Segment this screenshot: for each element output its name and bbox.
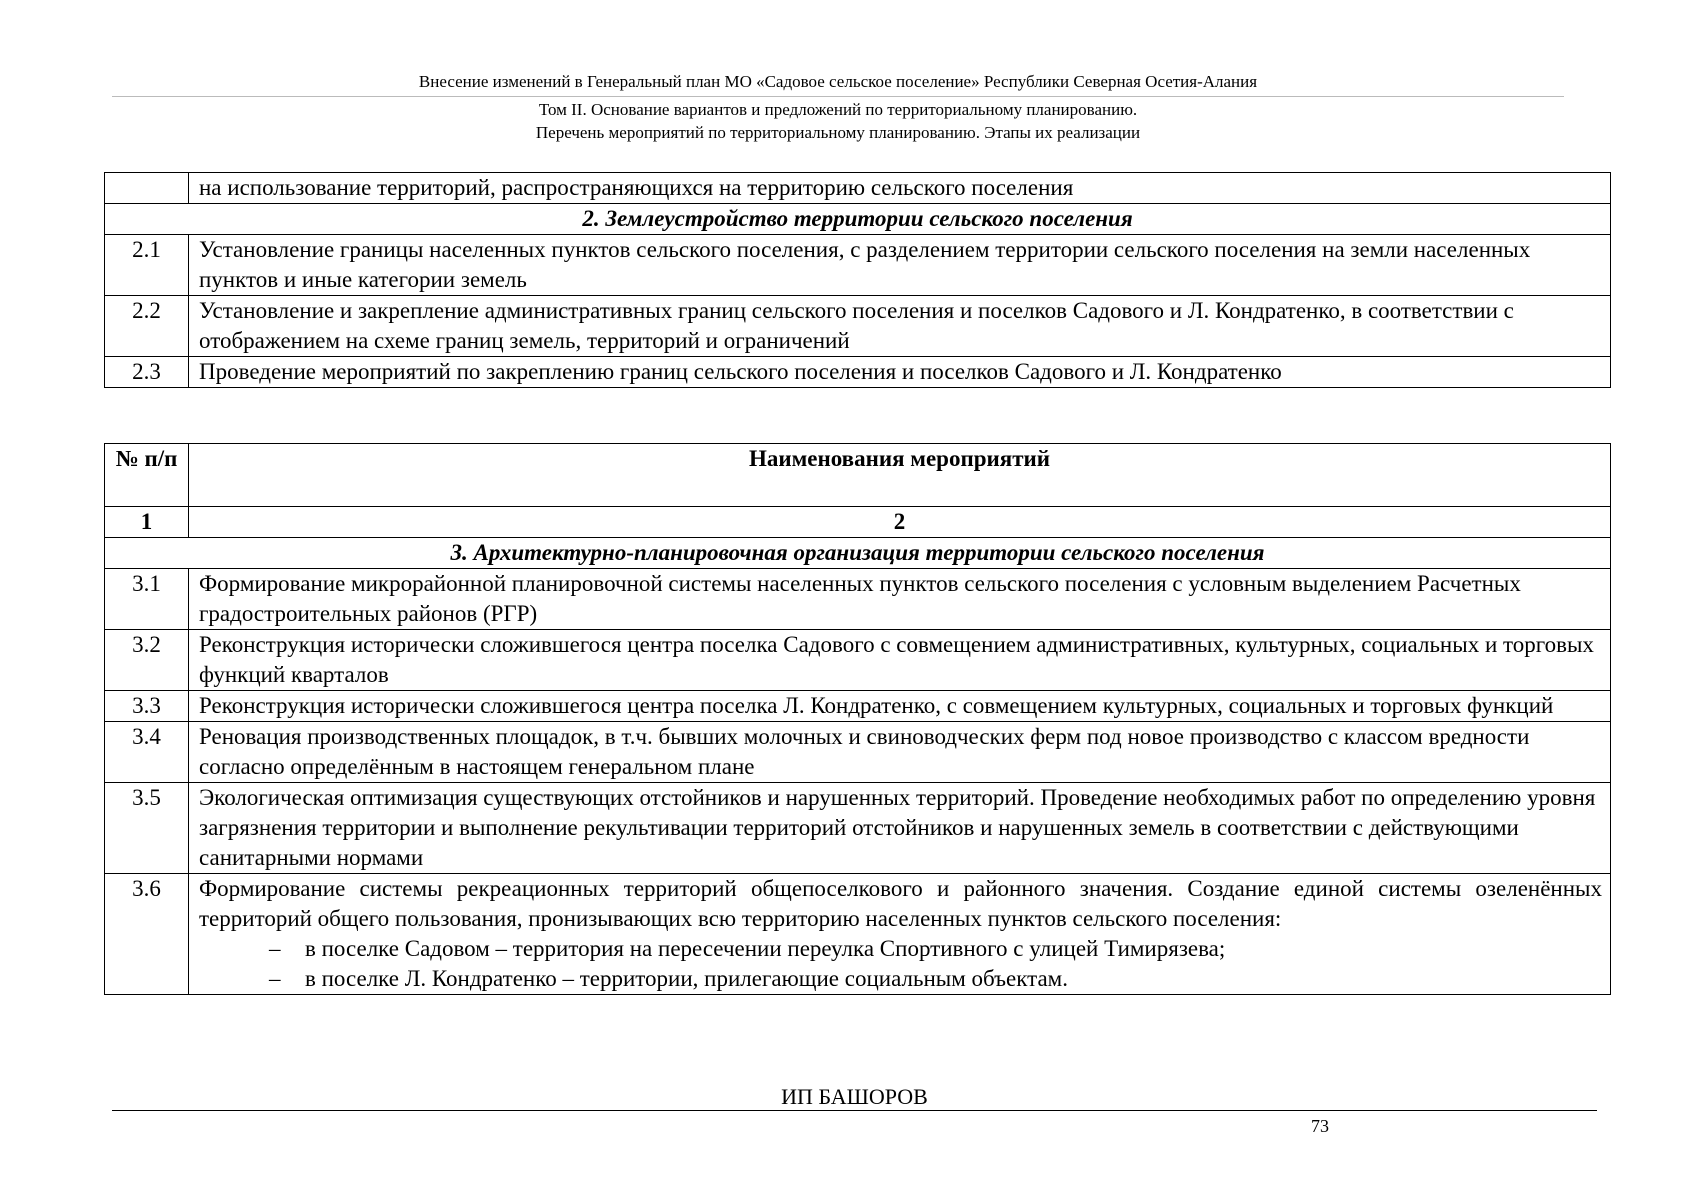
document-header-title: Внесение изменений в Генеральный план МО «Садовое сельское поселение» Республики Северная Осетия-Алания <box>418 72 1258 91</box>
column-index-1: 1 <box>105 507 189 538</box>
column-header-number: № п/п <box>105 444 189 507</box>
row-text: Формирование системы рекреационных территорий общепоселкового и районного значения. Создание единой системы озеленённых территорий общего пользования, пронизывающих всю территорию населенных пунктов сельского поселения: <box>199 876 1602 931</box>
row-number-cell: 3.2 <box>105 630 189 691</box>
document-header-subtitle: Перечень мероприятий по территориальному планированию. Этапы их реализации <box>535 123 1141 142</box>
row-text-cell: Установление и закрепление административных границ сельского поселения и поселков Садового и Л. Кондратенко, в соответствии с отображением на схеме границ земель, территорий и ограничений <box>189 296 1611 357</box>
row-number-cell: 3.6 <box>105 874 189 995</box>
table-row <box>105 357 1611 388</box>
row-number-cell <box>105 173 189 204</box>
measures-table-continued <box>104 172 1611 388</box>
footer-divider <box>112 1110 1597 1111</box>
list-item <box>269 934 1602 964</box>
column-index-2: 2 <box>189 507 1611 538</box>
table-row <box>105 173 1611 204</box>
row-text-cell: Экологическая оптимизация существующих отстойников и нарушенных территорий. Проведение необходимых работ по определению уровня загрязнения территории и выполнение рекультивации территорий отстойников и нарушенных земель в соответствии с действующими санитарными нормами <box>189 783 1611 874</box>
row-text-cell: Установление границы населенных пунктов сельского поселения, с разделением территории сельского поселения на земли населенных пунктов и иные категории земель <box>189 235 1611 296</box>
section-row <box>105 204 1611 235</box>
section-heading: 2. Землеустройство территории сельского поселения <box>105 204 1611 235</box>
table-row <box>105 691 1611 722</box>
row-number-cell: 2.1 <box>105 235 189 296</box>
column-index-row <box>105 507 1611 538</box>
table-row <box>105 569 1611 630</box>
row-text-cell: Реконструкция исторически сложившегося центра поселка Л. Кондратенко, с совмещением культурных, социальных и торговых функций <box>189 691 1611 722</box>
measures-table <box>104 443 1611 995</box>
table-row <box>105 235 1611 296</box>
table-row <box>105 722 1611 783</box>
table-row <box>105 296 1611 357</box>
row-text-cell: Реконструкция исторически сложившегося центра поселка Садового с совмещением административных, культурных, социальных и торговых функций кварталов <box>189 630 1611 691</box>
table-row <box>105 783 1611 874</box>
list-item <box>269 964 1602 994</box>
row-text-cell: Реновация производственных площадок, в т.ч. бывших молочных и свиноводческих ферм под новое производство с классом вредности согласно определённым в настоящем генеральном плане <box>189 722 1611 783</box>
list-item-text: в поселке Л. Кондратенко – территории, прилегающие социальным объектам. <box>305 966 1068 991</box>
row-number-cell: 3.4 <box>105 722 189 783</box>
dash-bullet: – <box>269 966 281 991</box>
row-number-cell: 2.3 <box>105 357 189 388</box>
row-number-cell: 3.3 <box>105 691 189 722</box>
table-header-row <box>105 444 1611 507</box>
row-number-cell: 3.5 <box>105 783 189 874</box>
document-header-volume: Том II. Основание вариантов и предложений по территориальному планированию. <box>538 100 1138 119</box>
table-row <box>105 874 1611 995</box>
header-divider <box>112 96 1564 97</box>
dash-bullet: – <box>269 936 281 961</box>
section-heading: 3. Архитектурно-планировочная организация территории сельского поселения <box>105 538 1611 569</box>
row-text-cell <box>189 874 1611 995</box>
row-text-cell: Проведение мероприятий по закреплению границ сельского поселения и поселков Садового и Л. Кондратенко <box>189 357 1611 388</box>
row-number-cell: 2.2 <box>105 296 189 357</box>
footer-organization: ИП БАШОРОВ <box>781 1084 928 1109</box>
row-text-cell: Формирование микрорайонной планировочной системы населенных пунктов сельского поселения с условным выделением Расчетных градостроительных районов (РГР) <box>189 569 1611 630</box>
list-item-text: в поселке Садовом – территория на пересечении переулка Спортивного с улицей Тимирязева; <box>305 936 1226 961</box>
row-number-cell: 3.1 <box>105 569 189 630</box>
row-text-cell: на использование территорий, распространяющихся на территорию сельского поселения <box>189 173 1611 204</box>
section-row <box>105 538 1611 569</box>
page-number: 73 <box>1311 1116 1329 1136</box>
bullet-list <box>199 934 1602 994</box>
column-header-name: Наименования мероприятий <box>189 444 1611 507</box>
table-row <box>105 630 1611 691</box>
